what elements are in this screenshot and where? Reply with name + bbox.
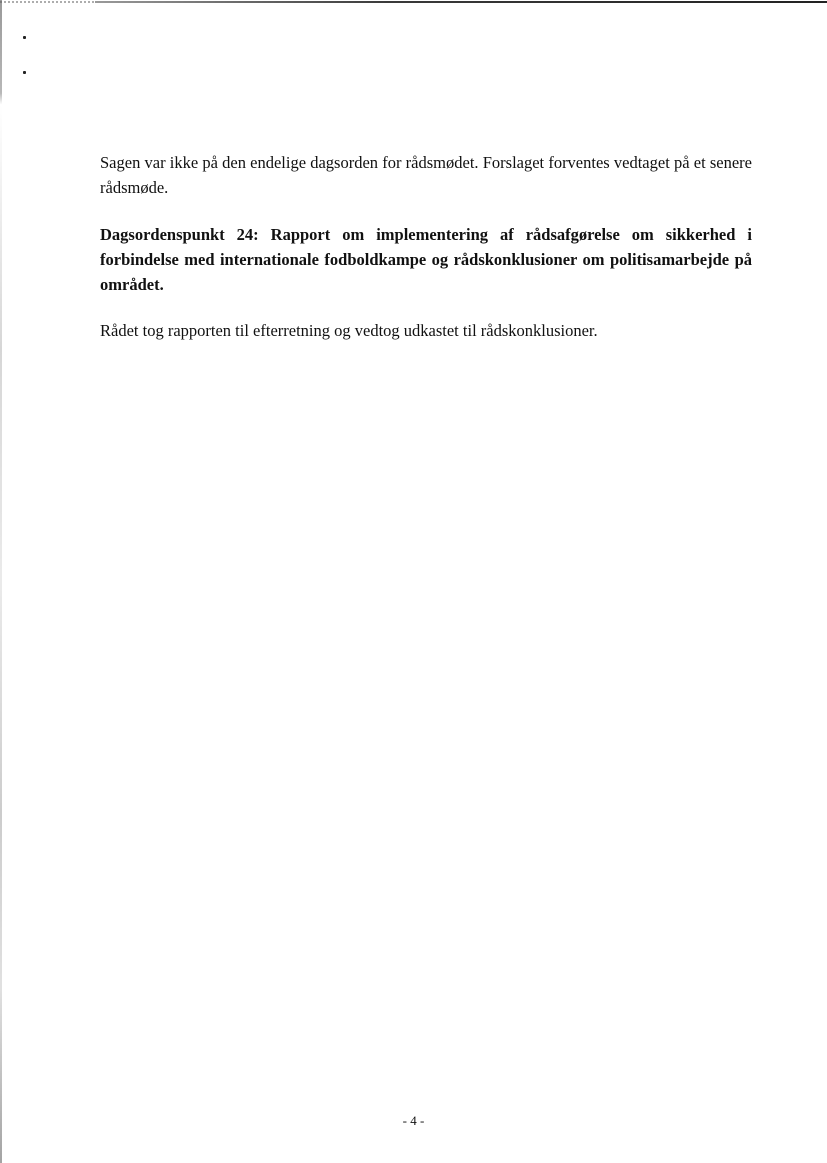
body-paragraph: Sagen var ikke på den endelige dagsorden for rådsmødet. Forslaget forventes vedtaget på et senere rådsmøde. bbox=[100, 153, 752, 197]
scan-left-edge bbox=[0, 0, 2, 1163]
scan-speck bbox=[23, 36, 26, 39]
scan-top-dotted-line bbox=[0, 1, 95, 3]
page-number: - 4 - bbox=[402, 1113, 425, 1128]
agenda-item-heading: Dagsordenspunkt 24: Rapport om implementering af rådsafgørelse om sikkerhed i forbindelse med internationale fodboldkampe og rådskonklusioner om politisamarbejde på området. bbox=[100, 225, 752, 294]
scan-top-bar bbox=[95, 1, 827, 3]
scan-speck bbox=[23, 71, 26, 74]
scan-top-edge bbox=[0, 0, 827, 5]
body-paragraph: Rådet tog rapporten til efterretning og vedtog udkastet til rådskonklusioner. bbox=[100, 321, 598, 340]
